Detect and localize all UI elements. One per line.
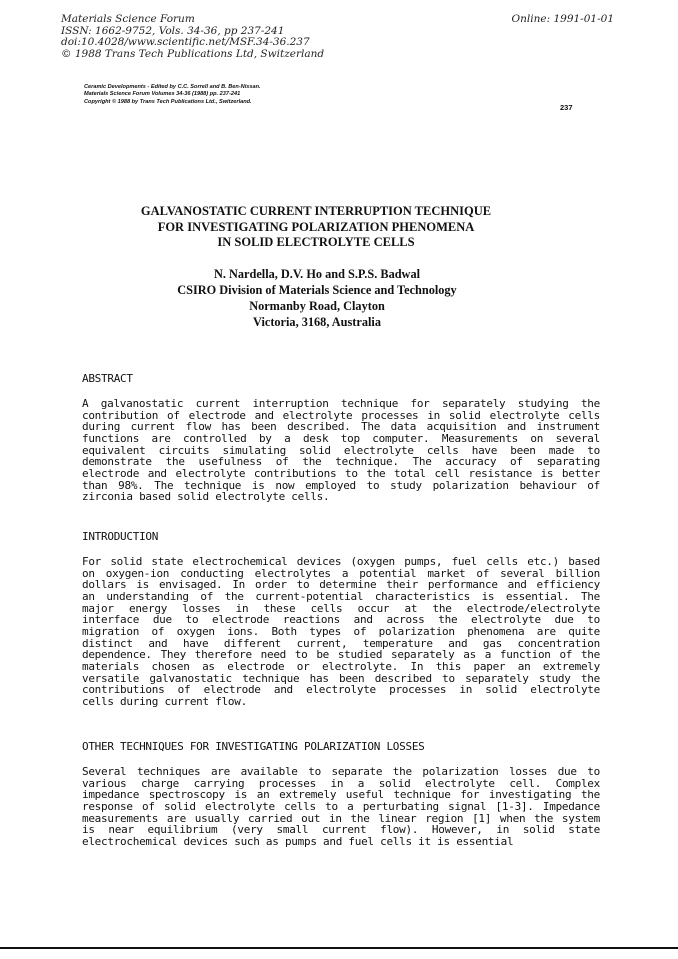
- title-line-2: FOR INVESTIGATING POLARIZATION PHENOMENA: [157, 219, 475, 234]
- paragraph-line: For solid state electrochemical devices (oxygen pumps, fuel cells etc.) based: [82, 555, 600, 568]
- paragraph-line: response of solid electrolyte cells to a perturbating signal [1-3]. Impedance: [82, 799, 600, 813]
- footer-rule: [0, 947, 678, 949]
- paragraph-line: measurements are usually carried out in the linear region [1] when the system: [82, 811, 600, 825]
- paragraph-line: zirconia based solid electrolyte cells.: [82, 490, 330, 504]
- paragraph-line: than 98%. The technique is now employed to study polarization behaviour of: [82, 478, 600, 492]
- paragraph-line: equivalent circuits simulating solid electrolyte cells have been made to: [82, 443, 600, 457]
- paragraph-line: Several techniques are available to separate the polarization losses due to: [82, 765, 600, 778]
- introduction-heading: INTRODUCTION: [82, 530, 159, 543]
- author-block: [0, 266, 634, 330]
- paragraph-line: electrode and electrolyte contributions to the total cell resistance is better: [82, 466, 600, 480]
- author-names: N. Nardella, D.V. Ho and S.P.S. Badwal: [213, 267, 421, 281]
- journal-name: Materials Science Forum: [61, 13, 195, 25]
- paragraph-line: materials chosen as electrode or electrolyte. In this paper an extremely: [82, 659, 600, 673]
- paragraph-line: interface due to electrode reactions and across the electrolyte due to: [82, 613, 600, 627]
- introduction-paragraph: [82, 556, 600, 708]
- online-date: Online: 1991-01-01: [511, 13, 614, 25]
- title-line-1: GALVANOSTATIC CURRENT INTERRUPTION TECHNIQUE: [140, 204, 492, 218]
- affiliation: CSIRO Division of Materials Science and Technology: [177, 283, 457, 297]
- paragraph-line: dollars is envisaged. In order to determine their performance and efficiency: [82, 578, 600, 592]
- paragraph-line: is near equilibrium (very small current flow). However, in solid state: [82, 823, 600, 837]
- issn-line: ISSN: 1662-9752, Vols. 34-36, pp 237-241: [61, 24, 285, 37]
- copyright-line: © 1988 Trans Tech Publications Ltd, Switzerland: [61, 47, 325, 60]
- paragraph-line: during current flow has been described. The data acquisition and instrument: [82, 420, 600, 434]
- address-city: Victoria, 3168, Australia: [253, 315, 381, 329]
- paragraph-line: on oxygen-ion conducting electrolytes a potential market of several billion: [82, 566, 600, 580]
- title-line-3: IN SOLID ELECTROLYTE CELLS: [217, 235, 415, 249]
- paragraph-line: an understanding of the current-potential characteristics is essential. The: [82, 589, 600, 603]
- paragraph-line: major energy losses in these cells occur at the electrode/electrolyte: [82, 601, 600, 615]
- abstract-heading: ABSTRACT: [82, 372, 133, 385]
- abstract-paragraph: [82, 398, 600, 503]
- other-techniques-paragraph: [82, 766, 600, 848]
- paragraph-line: versatile galvanostatic technique has been described to separately study the: [82, 671, 600, 685]
- paper-title: [0, 204, 632, 251]
- publication-header: [61, 14, 614, 60]
- paragraph-line: electrochemical devices such as pumps and fuel cells it is essential: [82, 834, 514, 848]
- citation-block: [84, 84, 261, 106]
- citation-line-2: Materials Science Forum Volumes 34-36 (1988) pp. 237-241: [84, 91, 241, 98]
- paragraph-line: contribution of electrode and electrolyte processes in solid electrolyte cells: [82, 408, 600, 422]
- paragraph-line: cells during current flow.: [82, 694, 247, 708]
- paragraph-line: dependence. They therefore need to be studied separately as a function of the: [82, 648, 600, 662]
- paragraph-line: demonstrate the usefulness of the technique. The accuracy of separating: [82, 455, 600, 469]
- paragraph-line: A galvanostatic current interruption technique for separately studying the: [82, 397, 600, 410]
- paragraph-line: various charge carrying processes in a solid electrolyte cell. Complex: [82, 776, 600, 790]
- page-number: 237: [560, 103, 573, 112]
- citation-line-3: Copyright © 1988 by Trans Tech Publications Ltd., Switzerland.: [84, 98, 252, 105]
- other-techniques-heading: OTHER TECHNIQUES FOR INVESTIGATING POLARIZATION LOSSES: [82, 740, 425, 753]
- paragraph-line: migration of oxygen ions. Both types of polarization phenomena are quite: [82, 624, 600, 638]
- paragraph-line: contributions of electrode and electrolyte processes in solid electrolyte: [82, 683, 600, 697]
- paragraph-line: functions are controlled by a desk top computer. Measurements on several: [82, 431, 600, 445]
- doi-line: doi:10.4028/www.scientific.net/MSF.34-36.237: [61, 36, 310, 49]
- address-street: Normanby Road, Clayton: [249, 299, 385, 313]
- paragraph-line: impedance spectroscopy is an extremely useful technique for investigating the: [82, 788, 600, 802]
- paragraph-line: distinct and have different current, temperature and gas concentration: [82, 636, 600, 650]
- citation-line-1: Ceramic Developments - Edited by C.C. Sorrell and B. Ben-Nissan.: [84, 84, 261, 90]
